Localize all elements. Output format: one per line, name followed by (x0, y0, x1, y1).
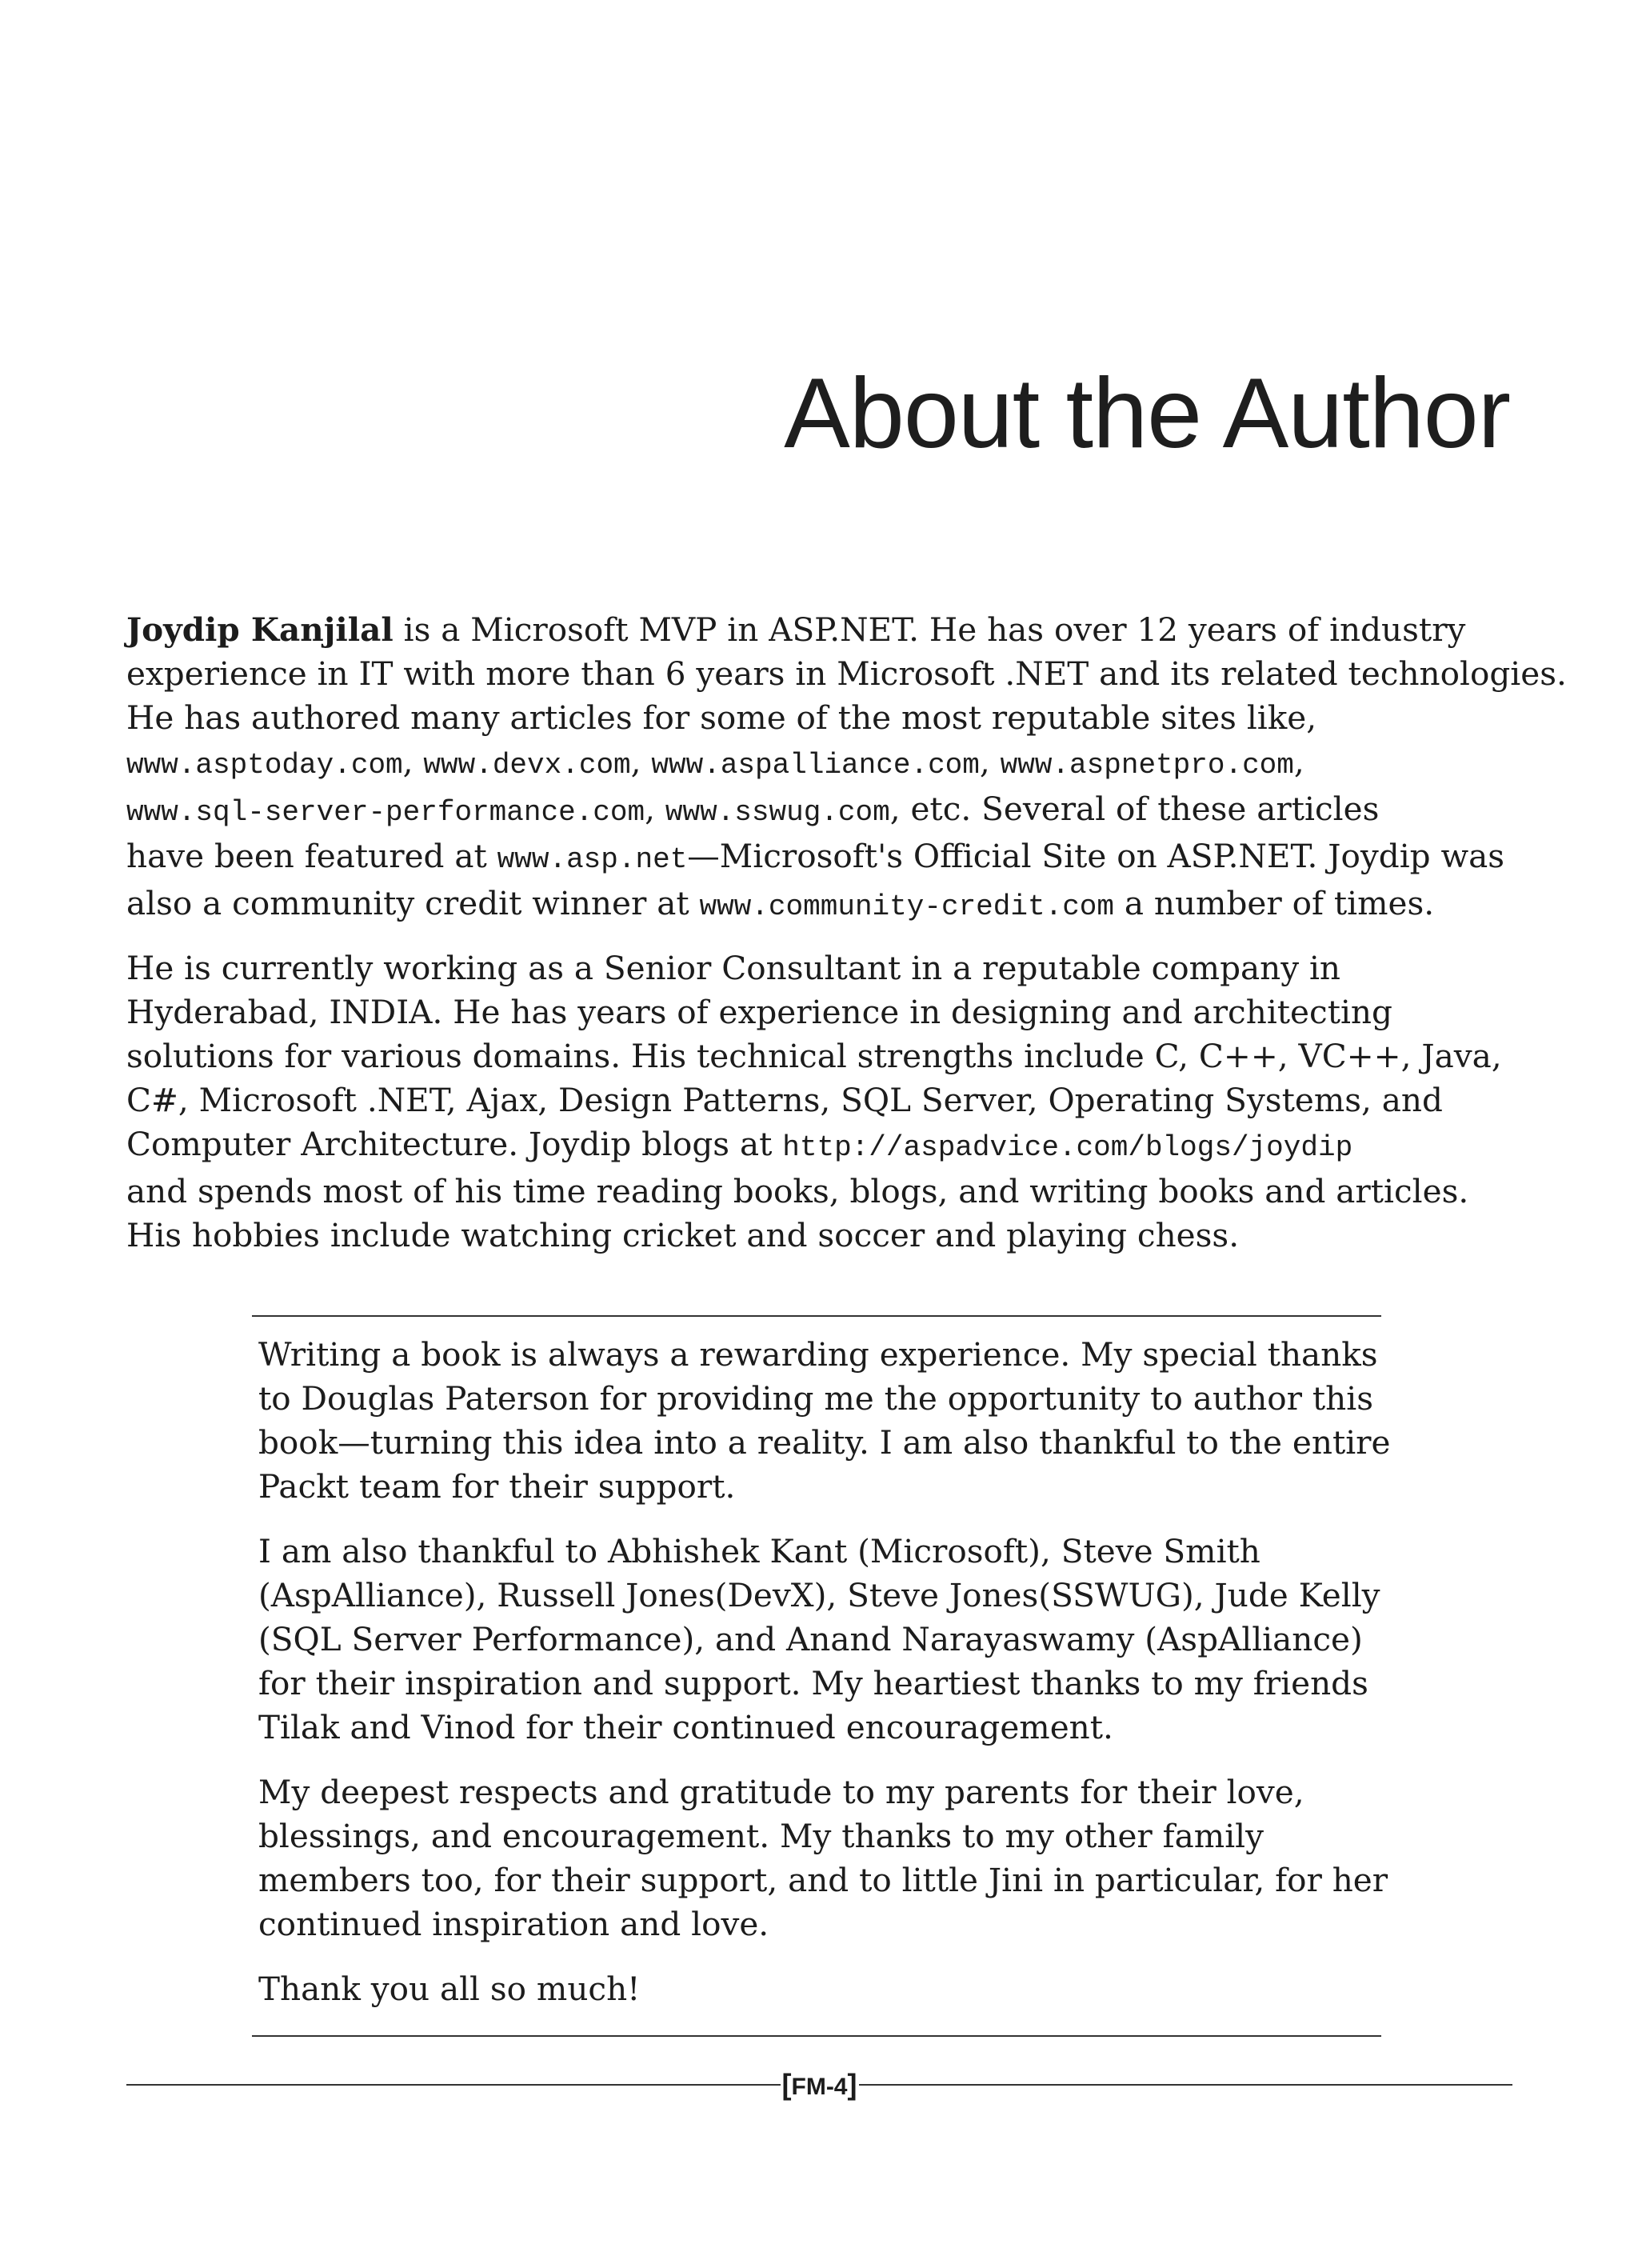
ack-line: (SQL Server Performance), and Anand Narayaswamy (AspAlliance) (258, 1620, 1363, 1658)
bio-paragraph-1 (126, 608, 1567, 929)
url-asp-net: www.asp.net (497, 843, 688, 876)
bio-line: Hyderabad, INDIA. He has years of experience in designing and architecting (126, 993, 1392, 1031)
ack-paragraph-2 (258, 1530, 1381, 1750)
url-asptoday: www.asptoday.com (126, 749, 403, 782)
bio-text: also a community credit winner at (126, 884, 700, 922)
bio-line: C#, Microsoft .NET, Ajax, Design Patterns, SQL Server, Operating Systems, and (126, 1081, 1443, 1119)
ack-paragraph-1 (258, 1333, 1391, 1509)
bracket-close: ] (847, 2068, 857, 2101)
ack-paragraph-3 (258, 1770, 1388, 1946)
bio-text: Computer Architecture. Joydip blogs at (126, 1125, 783, 1163)
bio-text: , etc. Several of these articles (889, 790, 1380, 828)
url-aspalliance: www.aspalliance.com (651, 749, 980, 782)
bio-line (126, 1122, 1518, 1170)
bio-text: is a Microsoft MVP in ASP.NET. He has over 12 years of industry (393, 610, 1466, 649)
author-bio (126, 608, 1567, 1275)
ack-line: members too, for their support, and to little Jini in particular, for her (258, 1861, 1388, 1899)
bio-line: www.asptoday.com, www.devx.com, www.aspalliance.com, www.aspnetpro.com, (126, 742, 1304, 782)
bio-line: His hobbies include watching cricket and soccer and playing chess. (126, 1216, 1240, 1254)
url-blog: http://aspadvice.com/blogs/joydip (782, 1131, 1353, 1164)
url-sql-server-performance: www.sql-server-performance.com (126, 796, 645, 829)
bio-text: —Microsoft's Official Site on ASP.NET. Joydip was (687, 837, 1505, 875)
bio-line: www.sql-server-performance.com, www.sswug.com, etc. Several of these articles (126, 790, 1380, 829)
ack-line: Packt team for their support. (258, 1467, 736, 1506)
url-aspnetpro: www.aspnetpro.com (1000, 749, 1294, 782)
page-number-text: FM-4 (791, 2074, 848, 2100)
ack-line: I am also thankful to Abhishek Kant (Microsoft), Steve Smith (258, 1532, 1260, 1570)
ack-line: blessings, and encouragement. My thanks to my other family (258, 1817, 1264, 1855)
ack-paragraph-4 (258, 1967, 1381, 2011)
ack-line: (AspAlliance), Russell Jones(DevX), Steve Jones(SSWUG), Jude Kelly (258, 1576, 1380, 1614)
ack-line: Writing a book is always a rewarding experience. My special thanks (258, 1335, 1378, 1374)
footer-rule-left (126, 2084, 781, 2086)
ack-line: continued inspiration and love. (258, 1905, 769, 1943)
author-name: Joydip Kanjilal (126, 610, 394, 649)
footer-rule-right (859, 2084, 1513, 2086)
bio-line: solutions for various domains. His technical strengths include C, C++, VC++, Java, (126, 1037, 1502, 1075)
url-devx: www.devx.com (423, 749, 631, 782)
url-sswug: www.sswug.com (665, 796, 890, 829)
ack-line: Thank you all so much! (258, 1970, 641, 2008)
bio-line: and spends most of his time reading books, blogs, and writing books and articles. (126, 1172, 1469, 1210)
url-community-credit: www.community-credit.com (699, 890, 1114, 923)
bio-line (126, 834, 1518, 882)
ack-line: book—turning this idea into a reality. I am also thankful to the entire (258, 1423, 1391, 1462)
bio-text: have been featured at (126, 837, 497, 875)
bracket-open: [ (781, 2068, 792, 2101)
bio-line: He has authored many articles for some of the most reputable sites like, (126, 698, 1317, 737)
acknowledgements-box (252, 1315, 1391, 2037)
page-footer (126, 2069, 1512, 2101)
bio-line (126, 882, 1518, 929)
page-title: About the Author (784, 358, 1510, 469)
page-number (781, 2068, 859, 2102)
ack-line: My deepest respects and gratitude to my parents for their love, (258, 1773, 1304, 1811)
bio-line (126, 608, 1518, 652)
ack-line: to Douglas Paterson for providing me the opportunity to author this (258, 1379, 1374, 1418)
ack-line: Tilak and Vinod for their continued encouragement. (258, 1708, 1113, 1746)
ack-line: for their inspiration and support. My heartiest thanks to my friends (258, 1664, 1368, 1702)
bio-line: experience in IT with more than 6 years in Microsoft .NET and its related technologies. (126, 654, 1567, 693)
bio-paragraph-2 (126, 946, 1518, 1258)
bio-line: He is currently working as a Senior Consultant in a reputable company in (126, 949, 1341, 987)
bio-text: a number of times. (1114, 884, 1435, 922)
